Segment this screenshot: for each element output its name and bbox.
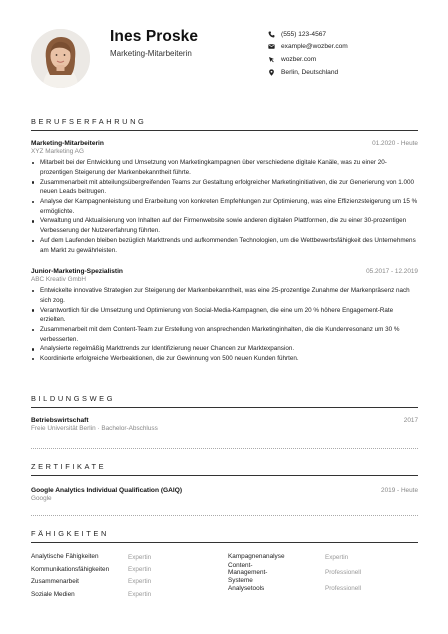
job-bullet: Koordinierte erfolgreiche Werbeaktionen, die zur Gewinnung von 500 neuen Kunden führten. <box>31 354 418 364</box>
education-year: 2017 <box>403 417 418 424</box>
skills-column-right <box>228 551 361 595</box>
section-divider <box>31 475 418 476</box>
skill-level: Expertin <box>128 566 152 574</box>
degree-title: Betriebswirtschaft <box>31 417 89 424</box>
resume-header <box>0 0 448 100</box>
link-icon <box>268 56 281 63</box>
job-company: ABC Kreativ GmbH <box>31 276 87 284</box>
contact-phone <box>268 28 348 41</box>
job-bullet: Verwaltung und Aktualisierung von Inhalten auf der Firmenwebsite sowie anderen digitalen Plattformen, die zu einer 30-prozentigen Verbesserung der Nutzererfahrung führten. <box>31 216 418 235</box>
skill-level: Professionell <box>325 569 362 577</box>
education-school: Freie Universität Berlin · Bachelor-Abschluss <box>31 425 158 433</box>
skill-name: Soziale Medien <box>31 590 75 598</box>
portrait-image <box>31 29 90 88</box>
contact-list <box>268 28 348 78</box>
job-title: Marketing-Mitarbeiterin <box>31 140 104 147</box>
job-date: 01.2020 - Heute <box>372 140 418 147</box>
certificate-entry <box>31 487 418 502</box>
contact-phone-text[interactable]: (555) 123-4567 <box>281 30 327 38</box>
skill-name: Analysetools <box>228 584 265 592</box>
skill-level: Expertin <box>325 553 349 561</box>
skill-row <box>31 588 151 600</box>
location-icon <box>268 69 281 76</box>
profile-photo <box>31 29 90 88</box>
contact-website <box>268 53 348 66</box>
job-bullet: Zusammenarbeit mit dem Content-Team zur Erstellung von ansprechenden Marketinginhalten, die die Kundenresonanz um 30 % verbesserten. <box>31 325 418 344</box>
contact-location-text: Berlin, Deutschland <box>281 68 339 76</box>
candidate-name: Ines Proske <box>110 28 199 45</box>
skill-name: Kommunikationsfähigkeiten <box>31 565 110 573</box>
skill-name: Zusammenarbeit <box>31 578 79 586</box>
skill-level: Expertin <box>128 578 152 586</box>
contact-email <box>268 41 348 54</box>
section-title-skills: FÄHIGKEITEN <box>31 529 109 538</box>
contact-email-text[interactable]: example@wozber.com <box>281 43 348 51</box>
skill-row <box>31 551 151 563</box>
job-bullet: Auf dem Laufenden bleiben bezüglich Markttrends und aufkommenden Technologien, um die Wettbewerbsfähigkeit des Unternehmens am Markt zu gewährleisten. <box>31 236 418 255</box>
job-company: XYZ Marketing AG <box>31 148 84 156</box>
job-bullet-list <box>31 286 418 364</box>
phone-icon <box>268 31 281 38</box>
job-bullet: Zusammenarbeit mit abteilungsübergreifenden Teams zur Gestaltung erfolgreicher Marketinginitiativen, die zur Generierung von 1.000 neuen Leads beitrugen. <box>31 178 418 197</box>
section-divider <box>31 542 418 543</box>
job-bullet: Entwickelte innovative Strategien zur Steigerung der Markenbekanntheit, was eine 25-prozentige Zunahme der Markenpräsenz nach sich zog. <box>31 286 418 305</box>
skills-column-left <box>31 551 151 601</box>
job-bullet: Analysierte regelmäßig Markttrends zur Identifizierung neuer Chancen zur Marktexpansion. <box>31 344 418 354</box>
job-bullet: Analyse der Kampagnenleistung und Erarbeitung von konkreten Empfehlungen zur Optimierung, was eine Effizienzsteigerung um 15 % ermöglichte. <box>31 197 418 216</box>
job-entry <box>31 140 418 255</box>
skill-name: Kampagnenanalyse <box>228 553 285 561</box>
skill-level: Expertin <box>128 553 152 561</box>
job-bullet: Mitarbeit bei der Entwicklung und Umsetzung von Marketingkampagnen über verschiedene digitale Kanäle, was zu einer 20-prozentigen Steigerung der Markenbekanntheit führte. <box>31 158 418 177</box>
skill-row <box>31 576 151 588</box>
skill-row <box>228 563 361 582</box>
certificate-issuer: Google <box>31 495 52 503</box>
section-divider <box>31 130 418 131</box>
education-entry <box>31 417 418 432</box>
job-bullet: Verantwortlich für die Umsetzung und Optimierung von Social-Media-Kampagnen, die eine um 20 % höhere Engagement-Rate erzielten. <box>31 306 418 325</box>
skill-level: Professionell <box>325 585 362 593</box>
section-title-experience: BERUFSERFAHRUNG <box>31 117 147 126</box>
skill-name: Analytische Fähigkeiten <box>31 553 99 561</box>
skill-name: Content-Management-Systeme <box>228 561 268 584</box>
section-divider <box>31 407 418 408</box>
section-title-education: BILDUNGSWEG <box>31 394 116 403</box>
certificate-date: 2019 - Heute <box>381 487 418 494</box>
contact-location <box>268 66 348 79</box>
section-divider-dotted <box>31 448 418 449</box>
contact-website-text[interactable]: wozber.com <box>281 55 317 63</box>
job-title: Junior-Marketing-Spezialistin <box>31 268 123 275</box>
job-bullet-list <box>31 158 418 255</box>
skill-level: Expertin <box>128 590 152 598</box>
email-icon <box>268 43 281 50</box>
job-date: 05.2017 - 12.2019 <box>366 268 418 275</box>
skill-row <box>31 563 151 575</box>
certificate-name: Google Analytics Individual Qualification (GAIQ) <box>31 487 183 494</box>
job-entry <box>31 268 418 364</box>
candidate-role: Marketing-Mitarbeiterin <box>110 49 192 58</box>
skill-row <box>228 582 361 594</box>
section-title-certificates: ZERTIFIKATE <box>31 462 107 471</box>
section-divider-dotted <box>31 515 418 516</box>
